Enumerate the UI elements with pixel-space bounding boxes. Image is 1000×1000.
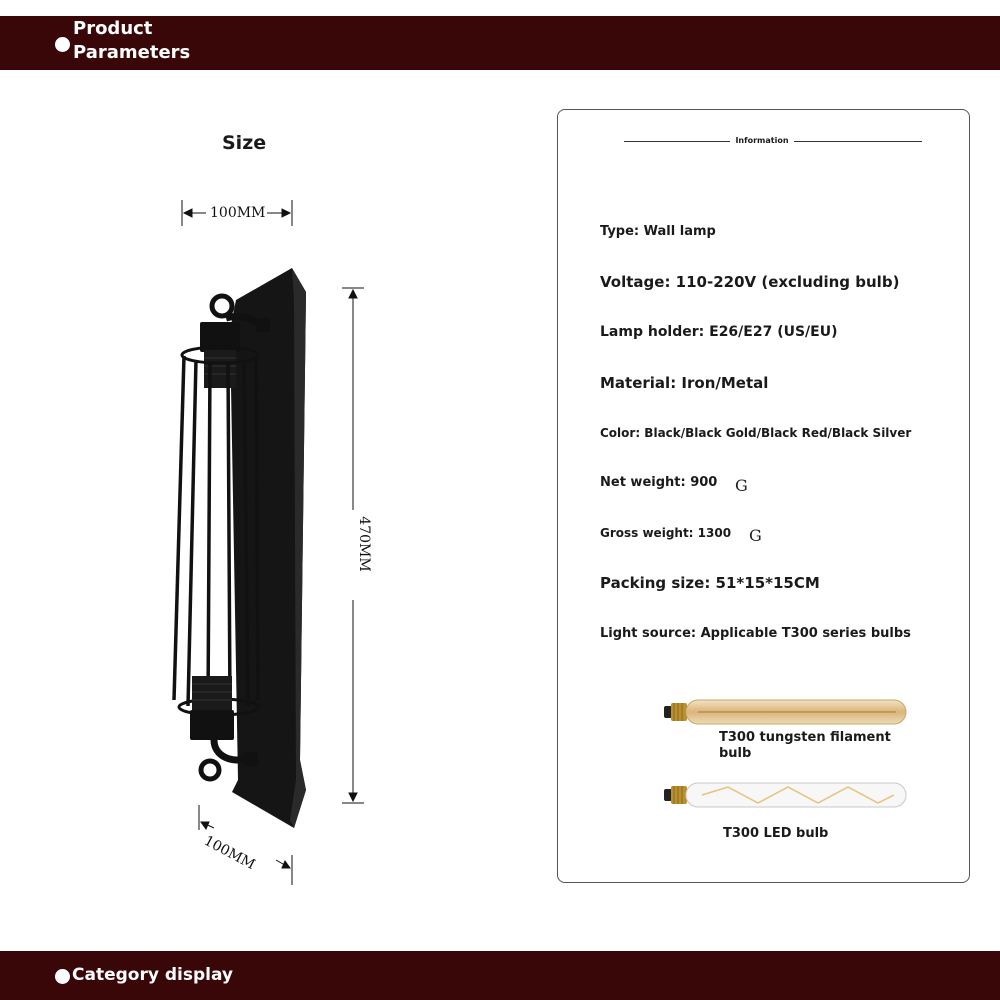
size-heading: Size: [222, 132, 267, 154]
gross-weight-unit: G: [749, 526, 762, 545]
spec-voltage: Voltage: 110-220V (excluding bulb): [600, 273, 900, 291]
spec-material: Material: Iron/Metal: [600, 374, 769, 392]
information-heading: [624, 135, 922, 149]
led-bulb-icon: [658, 780, 910, 810]
spec-type: Type: Wall lamp: [600, 224, 716, 239]
led-bulb-caption: T300 LED bulb: [723, 826, 829, 841]
height-dimension-label: 470MM: [356, 514, 372, 574]
filament-bulb-caption: T300 tungsten filament bulb: [719, 730, 891, 761]
net-weight-unit: G: [735, 476, 748, 495]
depth-dimension-label: 100MM: [201, 832, 258, 874]
spec-packing-size: Packing size: 51*15*15CM: [600, 574, 820, 592]
page-title: Product Parameters: [73, 18, 191, 63]
information-heading-text: Information: [735, 136, 789, 145]
category-display-title: Category display: [72, 965, 233, 985]
spec-gross-weight: Gross weight: 1300: [600, 526, 732, 540]
divider: [794, 141, 922, 142]
spec-net-weight: Net weight: 900: [600, 475, 718, 490]
footer-band: [0, 951, 1000, 1000]
bullet-icon: [55, 969, 70, 984]
spec-color: Color: Black/Black Gold/Black Red/Black Silver: [600, 426, 912, 440]
spec-light-source: Light source: Applicable T300 series bulbs: [600, 626, 911, 641]
divider: [624, 141, 730, 142]
filament-bulb-icon: [658, 697, 910, 727]
information-panel: [557, 109, 970, 883]
spec-lamp-holder: Lamp holder: E26/E27 (US/EU): [600, 324, 838, 340]
width-dimension-label: 100MM: [210, 205, 266, 221]
bottom-socket: [192, 676, 232, 712]
